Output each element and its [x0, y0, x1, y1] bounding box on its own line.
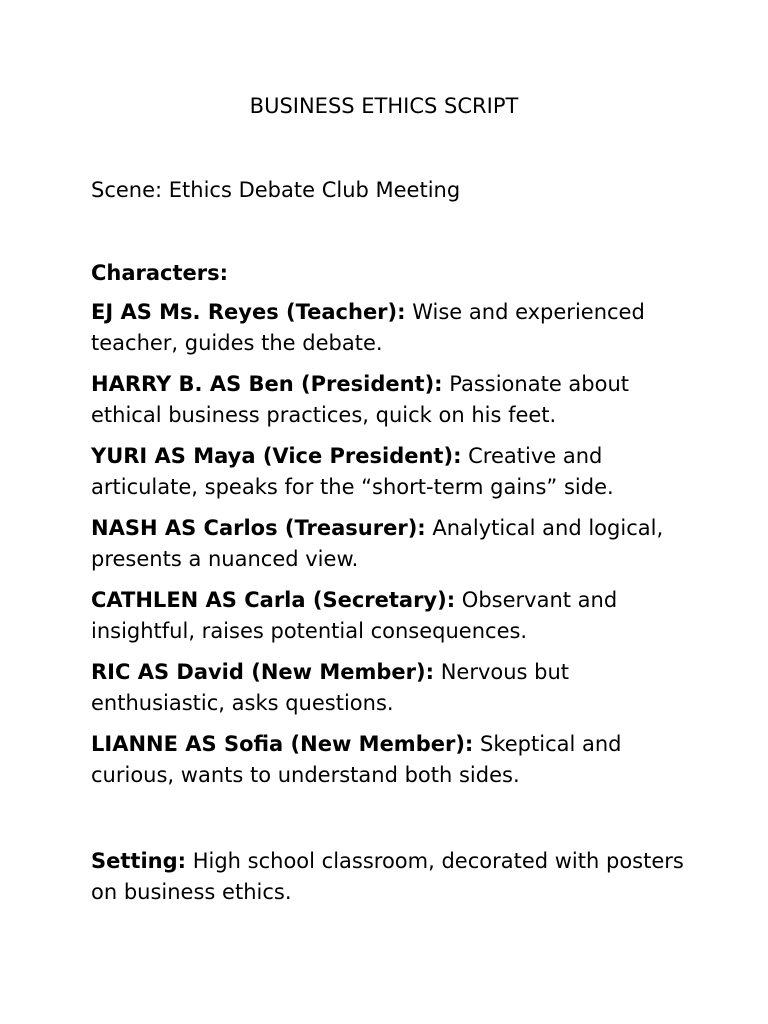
- character-description: Wise and experienced teacher, guides the debate.: [91, 300, 645, 355]
- character-description: Passionate about ethical business practices, quick on his feet.: [91, 372, 630, 427]
- character-description: Analytical and logical, presents a nuanced view.: [91, 516, 664, 571]
- character-role: HARRY B. AS Ben (President):: [91, 372, 443, 396]
- character-entry: [91, 585, 691, 647]
- setting-text: High school classroom, decorated with posters on business ethics.: [91, 849, 684, 904]
- setting-label: Setting:: [91, 849, 187, 873]
- character-role: NASH AS Carlos (Treasurer):: [91, 516, 426, 540]
- characters-heading: Characters:: [91, 261, 229, 285]
- character-entry: [91, 657, 691, 719]
- character-role: RIC AS David (New Member):: [91, 660, 435, 684]
- setting-paragraph: [91, 846, 691, 908]
- character-entry: [91, 369, 691, 431]
- character-description: Skeptical and curious, wants to understand both sides.: [91, 732, 622, 787]
- character-entry: [91, 441, 691, 503]
- character-role: LIANNE AS Sofia (New Member):: [91, 732, 474, 756]
- character-role: YURI AS Maya (Vice President):: [91, 444, 462, 468]
- scene-line: Scene: Ethics Debate Club Meeting: [91, 178, 461, 202]
- character-role: CATHLEN AS Carla (Secretary):: [91, 588, 456, 612]
- character-entry: [91, 297, 691, 359]
- character-description: Nervous but enthusiastic, asks questions.: [91, 660, 570, 715]
- character-entry: [91, 513, 691, 575]
- document-title: BUSINESS ETHICS SCRIPT: [249, 94, 519, 118]
- character-description: Creative and articulate, speaks for the “short-term gains” side.: [91, 444, 614, 499]
- character-description: Observant and insightful, raises potential consequences.: [91, 588, 618, 643]
- character-role: EJ AS Ms. Reyes (Teacher):: [91, 300, 406, 324]
- character-entry: [91, 729, 691, 791]
- character-list: [91, 297, 691, 801]
